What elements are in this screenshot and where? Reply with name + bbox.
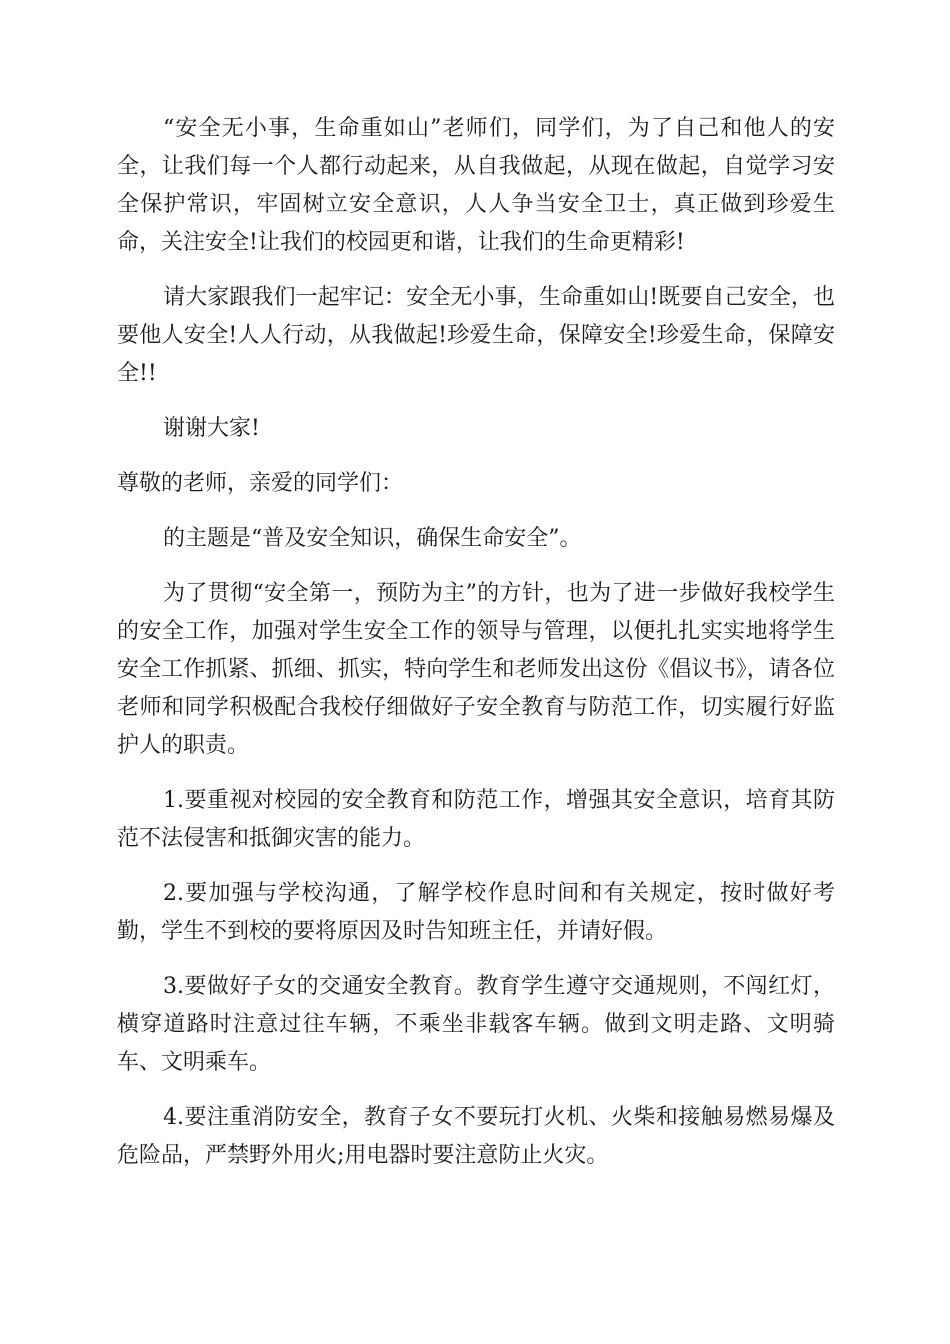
paragraph-thanks: 谢谢大家! [163,416,260,441]
paragraph-remember: 请大家跟我们一起牢记：安全无小事，生命重如山!既要自己安全，也要他人安全!人人行动，从我做起!珍爱生命，保障安全!珍爱生命，保障安全!! [117,285,835,386]
list-item-1: 1.要重视对校园的安全教育和防范工作，增强其安全意识，培育其防范不法侵害和抵御灾害的能力。 [117,788,835,851]
paragraph-theme: 的主题是“普及安全知识，确保生命安全”。 [163,526,582,551]
list-item-4: 4.要注重消防安全，教育子女不要玩打火机、火柴和接触易燃易爆及危险品，严禁野外用火;用电器时要注意防止火灾。 [117,1105,835,1168]
document-body [117,110,835,1192]
paragraph-salutation: 尊敬的老师，亲爱的同学们： [117,471,404,496]
list-item-3: 3.要做好子女的交通安全教育。教育学生遵守交通规则，不闯红灯，横穿道路时注意过往车辆，不乘坐非载客车辆。做到文明走路、文明骑车、文明乘车。 [117,974,835,1075]
paragraph-purpose: 为了贯彻“安全第一，预防为主”的方针，也为了进一步做好我校学生的安全工作，加强对学生安全工作的领导与管理，以便扎扎实实地将学生安全工作抓紧、抓细、抓实，特向学生和老师发出这份《倡议书》，请各位老师和同学积极配合我校仔细做好子安全教育与防范工作，切实履行好监护人的职责。 [117,581,835,758]
list-item-2: 2.要加强与学校沟通，了解学校作息时间和有关规定，按时做好考勤，学生不到校的要将原因及时告知班主任，并请好假。 [117,881,835,944]
paragraph-safety-slogan: “安全无小事，生命重如山”老师们，同学们，为了自己和他人的安全，让我们每一个人都行动起来，从自我做起，从现在做起，自觉学习安全保护常识，牢固树立安全意识，人人争当安全卫士，真正做到珍爱生命，关注安全!让我们的校园更和谐，让我们的生命更精彩! [117,116,835,255]
